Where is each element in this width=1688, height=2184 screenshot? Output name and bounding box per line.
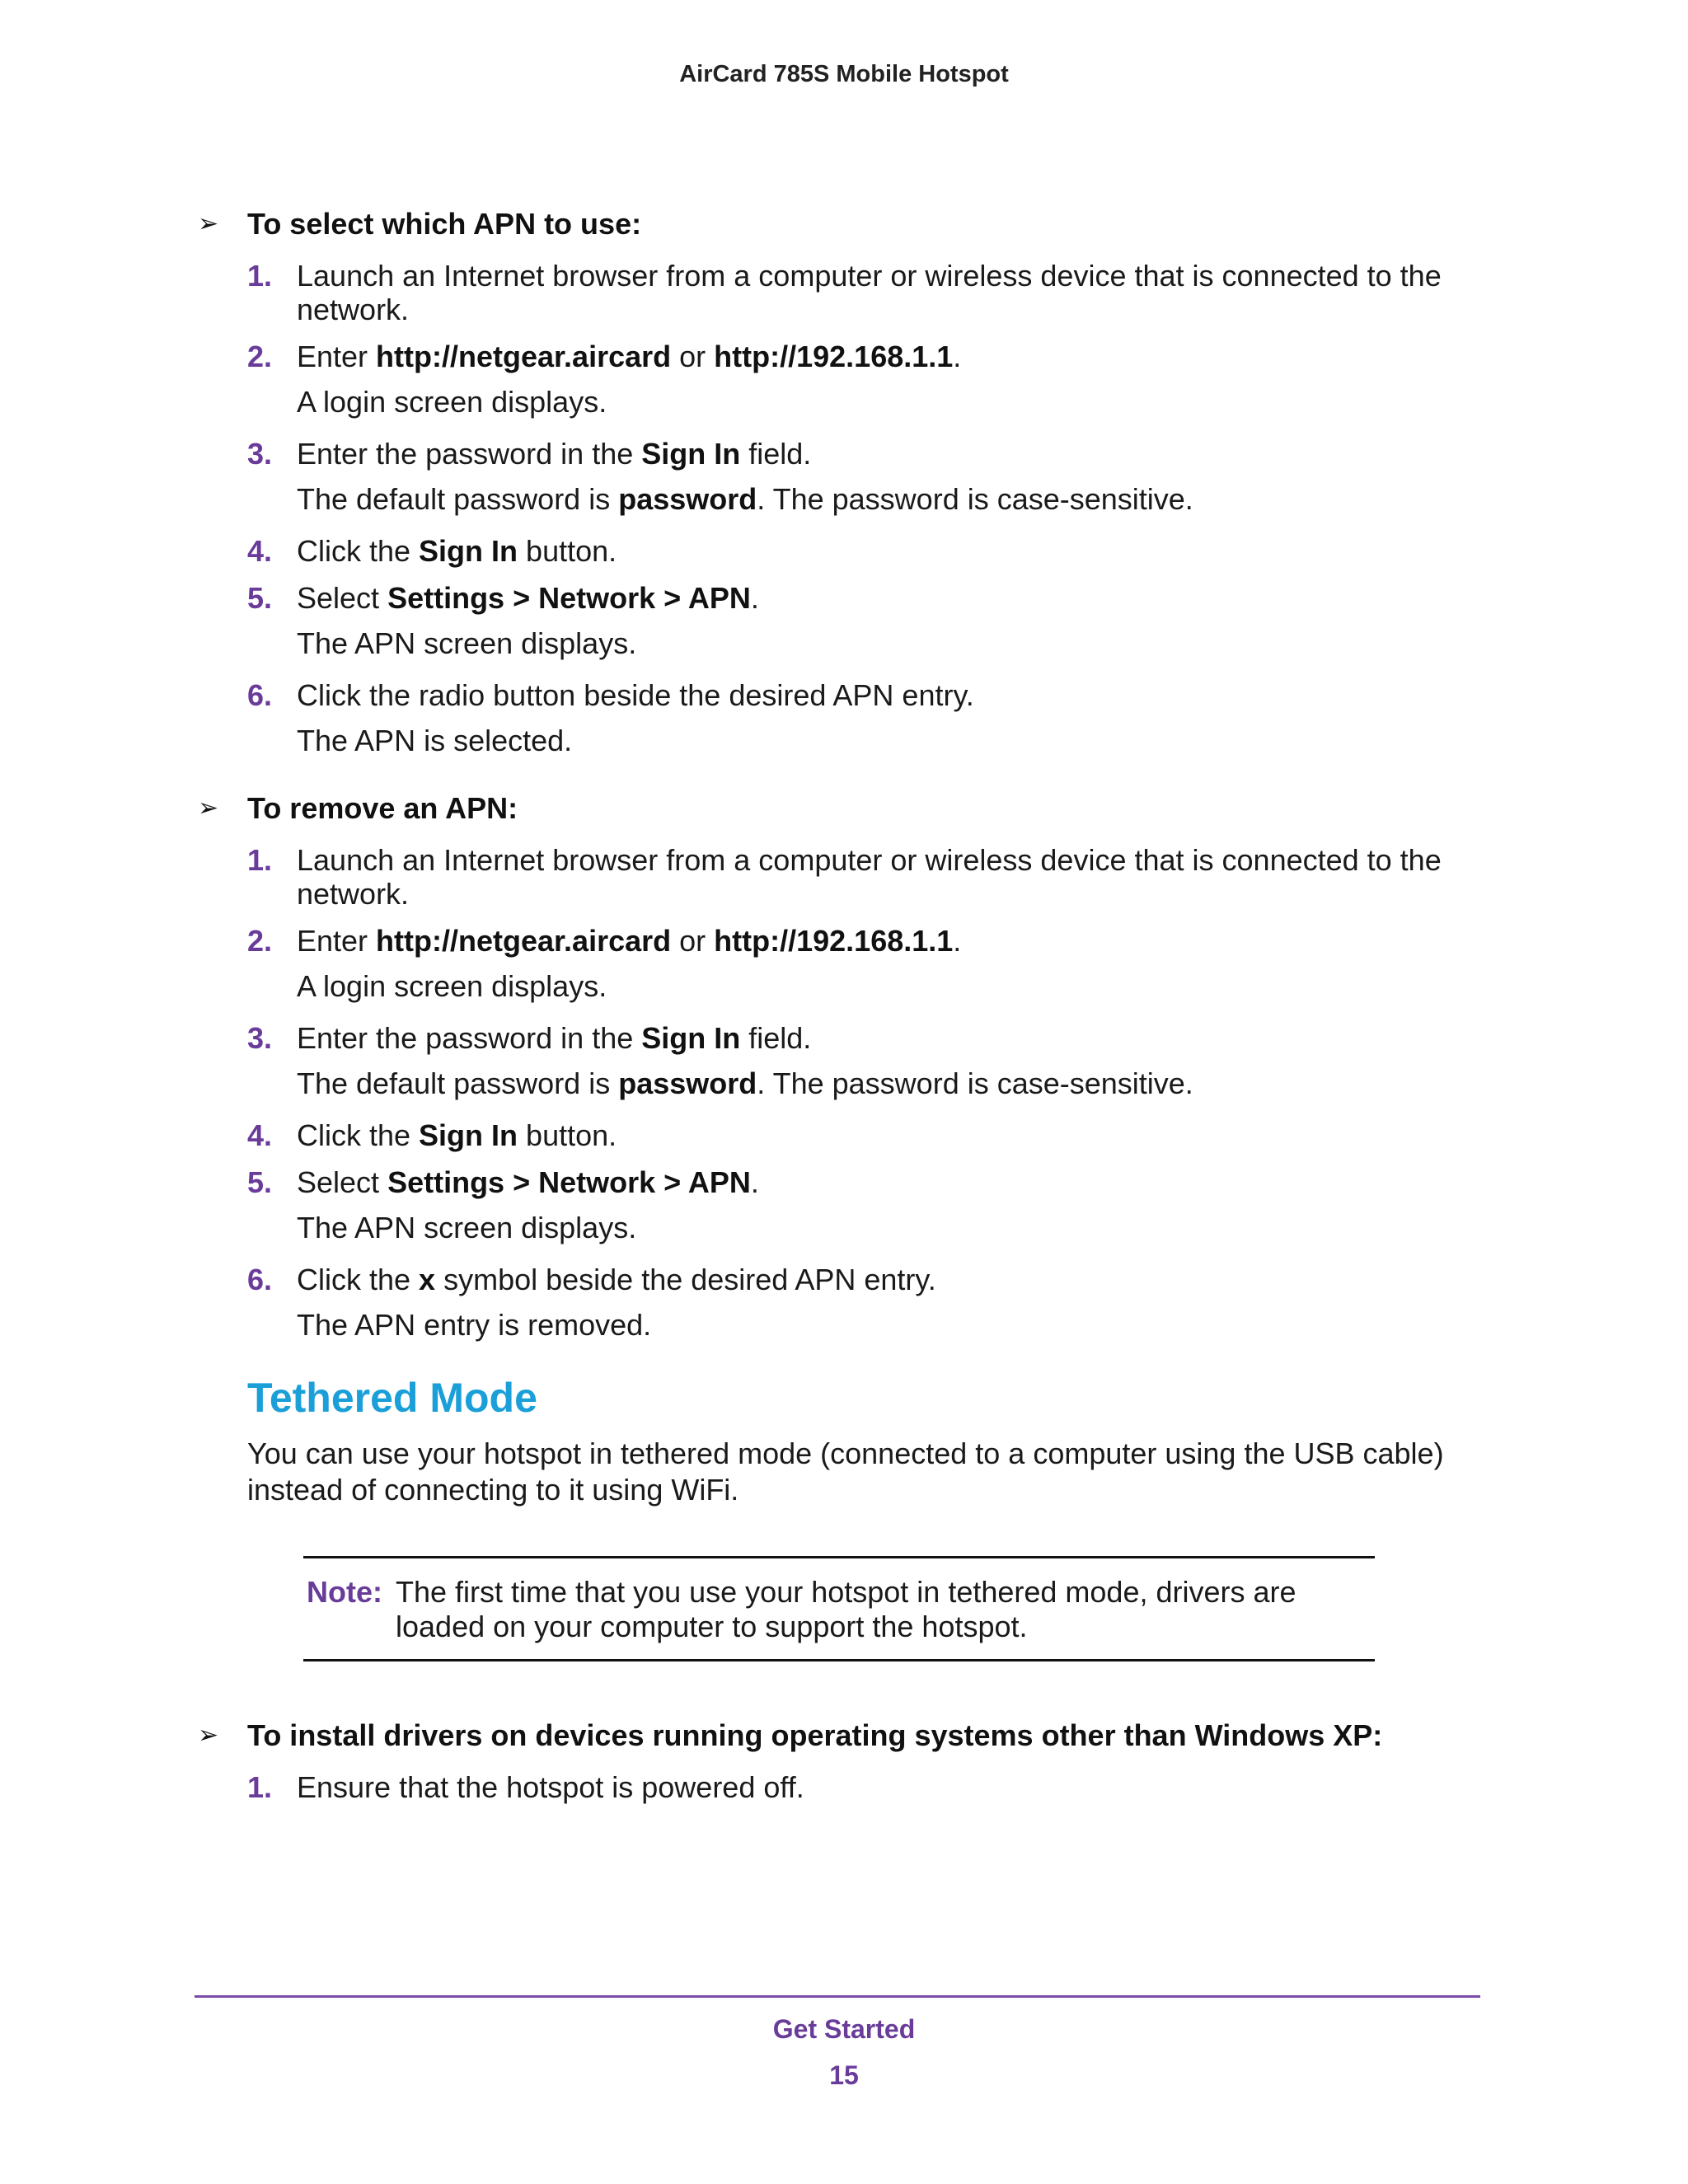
step-item: [198, 259, 1508, 326]
ui-term: Sign In: [641, 437, 741, 471]
menu-path: Settings > Network > APN: [387, 1165, 751, 1199]
ui-term: Sign In: [419, 1118, 518, 1152]
step-number: 4.: [247, 1118, 273, 1152]
task-select-apn: [198, 206, 1508, 757]
step-text: Ensure that the hotspot is powered off.: [297, 1770, 804, 1804]
task-title-text: To install drivers on devices running operating systems other than Windows XP:: [247, 1718, 1383, 1752]
step-item: [198, 1770, 1508, 1804]
step-item: [198, 340, 1508, 373]
menu-path: Settings > Network > APN: [387, 581, 751, 615]
step-text: button.: [518, 534, 617, 568]
step-list: [198, 259, 1508, 757]
arrowhead-bullet-icon: ➢: [198, 1722, 219, 1749]
step-result: [198, 482, 1508, 516]
task-title-text: To remove an APN:: [247, 791, 518, 825]
step-result: A login screen displays.: [297, 969, 607, 1003]
step-number: 1.: [247, 843, 273, 877]
step-text: .: [953, 924, 962, 958]
step-item: [198, 924, 1508, 958]
step-item: [198, 581, 1508, 615]
step-text: Launch an Internet browser from a computer or wireless device that is connected to the network.: [297, 843, 1442, 911]
step-number: 5.: [247, 581, 273, 615]
step-item: [198, 843, 1508, 911]
step-item: [198, 1118, 1508, 1152]
note-box: [303, 1556, 1375, 1661]
arrowhead-bullet-icon: ➢: [198, 794, 219, 822]
step-number: 2.: [247, 924, 273, 958]
page-number: 15: [829, 2060, 859, 2090]
step-text: Enter: [297, 924, 377, 958]
step-text: Launch an Internet browser from a computer or wireless device that is connected to the network.: [297, 259, 1442, 326]
section-paragraph: You can use your hotspot in tethered mode (connected to a computer using the USB cable) instead of connecting to it using WiFi.: [247, 1436, 1444, 1507]
step-text: Click the: [297, 1118, 420, 1152]
step-number: 6.: [247, 1263, 273, 1296]
step-text: field.: [740, 1021, 812, 1055]
arrowhead-bullet-icon: ➢: [198, 210, 219, 237]
task-title: [198, 790, 1508, 827]
step-item: [198, 1263, 1508, 1296]
running-header: AirCard 785S Mobile Hotspot: [679, 61, 1009, 87]
footer-section-name: Get Started: [772, 2014, 916, 2044]
step-text: . The password is case-sensitive.: [757, 1066, 1193, 1100]
url-text: http://192.168.1.1: [714, 340, 954, 373]
step-text: Click the radio button beside the desired APN entry.: [297, 678, 974, 712]
step-text: Enter the password in the: [297, 437, 642, 471]
footer-divider: [195, 1995, 1480, 1998]
step-item: [198, 1021, 1508, 1055]
step-text: Enter the password in the: [297, 1021, 642, 1055]
step-number: 4.: [247, 534, 273, 568]
page-content: [198, 206, 1508, 1817]
step-text: .: [953, 340, 962, 373]
step-text: symbol beside the desired APN entry.: [435, 1263, 936, 1296]
step-result: The APN screen displays.: [297, 1211, 637, 1244]
step-list: [198, 1770, 1508, 1804]
step-text: field.: [740, 437, 812, 471]
step-text: Click the: [297, 534, 420, 568]
step-number: 3.: [247, 1021, 273, 1055]
step-item: [198, 534, 1508, 568]
task-title: [198, 206, 1508, 242]
step-text: The default password is: [297, 482, 619, 516]
step-text: Select: [297, 581, 388, 615]
step-text: The default password is: [297, 1066, 619, 1100]
step-list: [198, 843, 1508, 1342]
url-text: http://netgear.aircard: [376, 924, 672, 958]
step-number: 5.: [247, 1165, 273, 1199]
step-result: [198, 1066, 1508, 1100]
task-title-text: To select which APN to use:: [247, 207, 642, 241]
step-result: The APN entry is removed.: [297, 1308, 652, 1342]
step-number: 2.: [247, 340, 273, 373]
url-text: http://netgear.aircard: [376, 340, 672, 373]
step-number: 1.: [247, 1770, 273, 1804]
step-text: Click the: [297, 1263, 420, 1296]
default-password: password: [618, 1066, 757, 1100]
default-password: password: [618, 482, 757, 516]
section-heading: Tethered Mode: [247, 1375, 537, 1421]
step-text: button.: [518, 1118, 617, 1152]
ui-term: Sign In: [419, 534, 518, 568]
note-label: Note:: [307, 1575, 382, 1609]
step-item: [198, 437, 1508, 471]
step-number: 1.: [247, 259, 273, 293]
step-item: [198, 678, 1508, 712]
step-text: Select: [297, 1165, 388, 1199]
step-result: The APN screen displays.: [297, 626, 637, 660]
step-result: The APN is selected.: [297, 724, 573, 757]
note-row: [303, 1575, 1375, 1644]
ui-term: x: [419, 1263, 436, 1296]
task-install-drivers: [198, 1718, 1508, 1804]
step-text: Enter: [297, 340, 377, 373]
step-text: or: [671, 340, 715, 373]
note-text: The first time that you use your hotspot in tethered mode, drivers are loaded on your computer to support the hotspot.: [396, 1575, 1296, 1643]
step-number: 3.: [247, 437, 273, 471]
step-text: .: [750, 1165, 759, 1199]
url-text: http://192.168.1.1: [714, 924, 954, 958]
step-text: . The password is case-sensitive.: [757, 482, 1193, 516]
task-remove-apn: [198, 790, 1508, 1342]
step-text: or: [671, 924, 715, 958]
step-item: [198, 1165, 1508, 1199]
step-text: .: [750, 581, 759, 615]
step-result: A login screen displays.: [297, 385, 607, 419]
ui-term: Sign In: [641, 1021, 741, 1055]
step-number: 6.: [247, 678, 273, 712]
task-title: [198, 1718, 1508, 1754]
